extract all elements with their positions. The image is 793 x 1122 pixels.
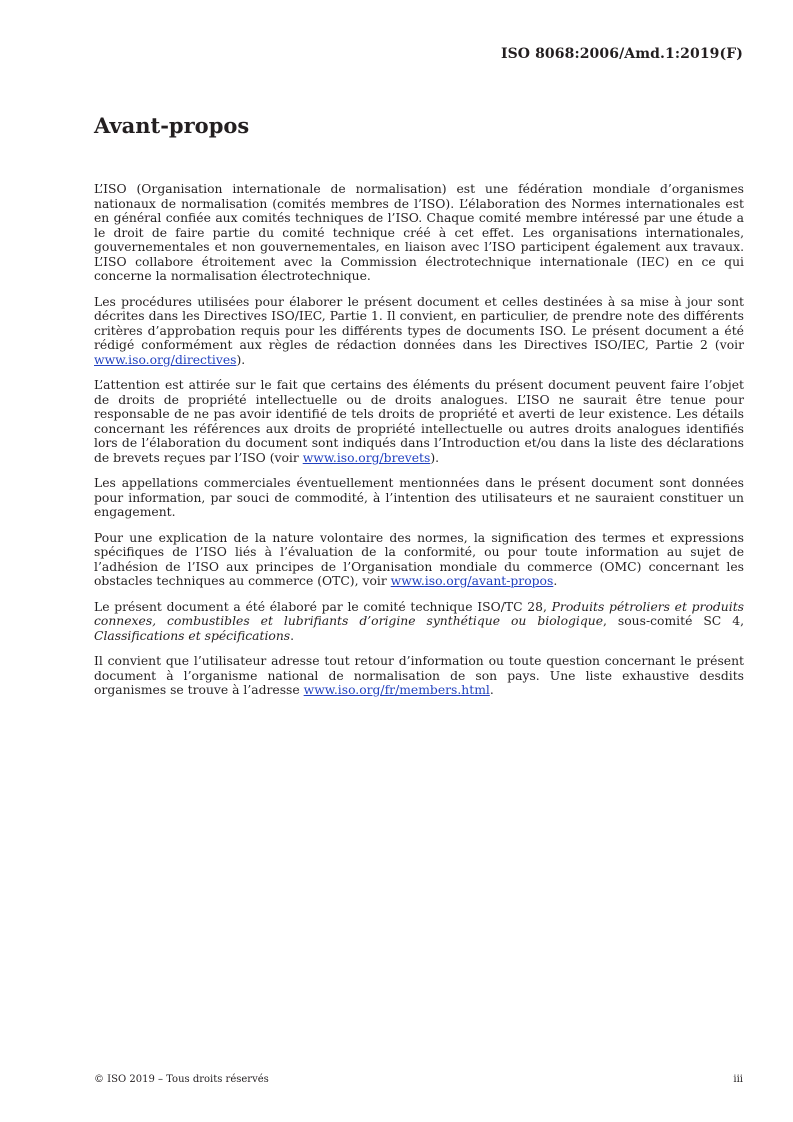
- paragraph-text: , sous-comité SC 4,: [603, 614, 744, 628]
- foreword-body: [94, 182, 744, 709]
- paragraph-procedures: [94, 295, 744, 368]
- footer-copyright: © ISO 2019 – Tous droits réservés: [94, 1074, 269, 1085]
- paragraph-patents: [94, 378, 744, 465]
- paragraph-text: L’attention est attirée sur le fait que certains des éléments du présent document peuvent faire l’objet de droits de propriété intellectuelle ou de droits analogues. L’ISO ne saurait être tenue pour responsable de ne pas avoir identifié de tels droits de propriété et averti de leur existence. Les détails concernant les références aux droits de propriété intellectuelle ou autres droits analogues identifiés lors de l’élaboration du document sont indiqués dans l’Introduction et/ou dans la liste des déclarations de brevets reçues par l’ISO (voir: [94, 378, 744, 465]
- paragraph-text: ).: [430, 450, 440, 465]
- page-title: Avant-propos: [94, 113, 250, 138]
- committee-title: Produits pétroliers et produits connexes, combustibles et lubrifiants d’origine synthétique ou biologique: [94, 599, 744, 628]
- paragraph-text: Le présent document a été élaboré par le comité technique ISO/TC 28,: [94, 599, 552, 614]
- paragraph-voluntary-nature: [94, 531, 744, 589]
- paragraph-text: .: [290, 628, 295, 643]
- footer-page-number: iii: [733, 1074, 743, 1085]
- paragraph-text: Les procédures utilisées pour élaborer le présent document et celles destinées à sa mise à jour sont décrites dans les Directives ISO/IEC, Partie 1. Il convient, en particulier, de prendre note des différents critères d’approbation requis pour les différents types de documents ISO. Le présent document a été rédigé conformément aux règles de rédaction données dans les Directives ISO/IEC, Partie 2 (voir: [94, 294, 744, 352]
- foreword-link[interactable]: www.iso.org/avant-propos: [390, 574, 554, 588]
- paragraph-trade-names: Les appellations commerciales éventuellement mentionnées dans le présent document sont données pour information, par souci de commodité, à l’intention des utilisateurs et ne sauraient constituer un engagement.: [94, 476, 744, 519]
- paragraph-text: .: [553, 574, 558, 588]
- paragraph-organisation: L’ISO (Organisation internationale de normalisation) est une fédération mondiale d’organismes nationaux de normalisation (comités membres de l’ISO). L’élaboration des Normes internationales est en général confiée aux comités techniques de l’ISO. Chaque comité membre intéressé par une étude a le droit de faire partie du comité technique créé à cet effet. Les organisations internationales, gouvernementales et non gouvernementales, en liaison avec l’ISO participent également aux travaux. L’ISO collabore étroitement avec la Commission électrotechnique internationale (IEC) en ce qui concerne la normalisation électrotechnique.: [94, 182, 744, 283]
- paragraph-feedback: [94, 654, 744, 698]
- paragraph-text: Il convient que l’utilisateur adresse tout retour d’information ou toute question concernant le présent document à l’organisme national de normalisation de son pays. Une liste exhaustive desdits organismes se trouve à l’adresse: [94, 654, 744, 697]
- paragraph-text: .: [489, 683, 494, 697]
- members-link[interactable]: www.iso.org/fr/members.html: [303, 683, 490, 697]
- paragraph-text: Pour une explication de la nature volontaire des normes, la signification des termes et expressions spécifiques de l’ISO liés à l’évaluation de la conformité, ou pour toute information au sujet de l’adhésion de l’ISO aux principes de l’Organisation mondiale du commerce (OMC) concernant les obstacles techniques au commerce (OTC), voir: [94, 530, 744, 588]
- paragraph-committee: [94, 600, 744, 644]
- document-reference: ISO 8068:2006/Amd.1:2019(F): [500, 46, 743, 62]
- paragraph-text: ).: [236, 352, 246, 367]
- patents-link[interactable]: www.iso.org/brevets: [302, 450, 431, 465]
- directives-link[interactable]: www.iso.org/directives: [94, 352, 237, 367]
- subcommittee-title: Classifications et spécifications: [94, 628, 291, 643]
